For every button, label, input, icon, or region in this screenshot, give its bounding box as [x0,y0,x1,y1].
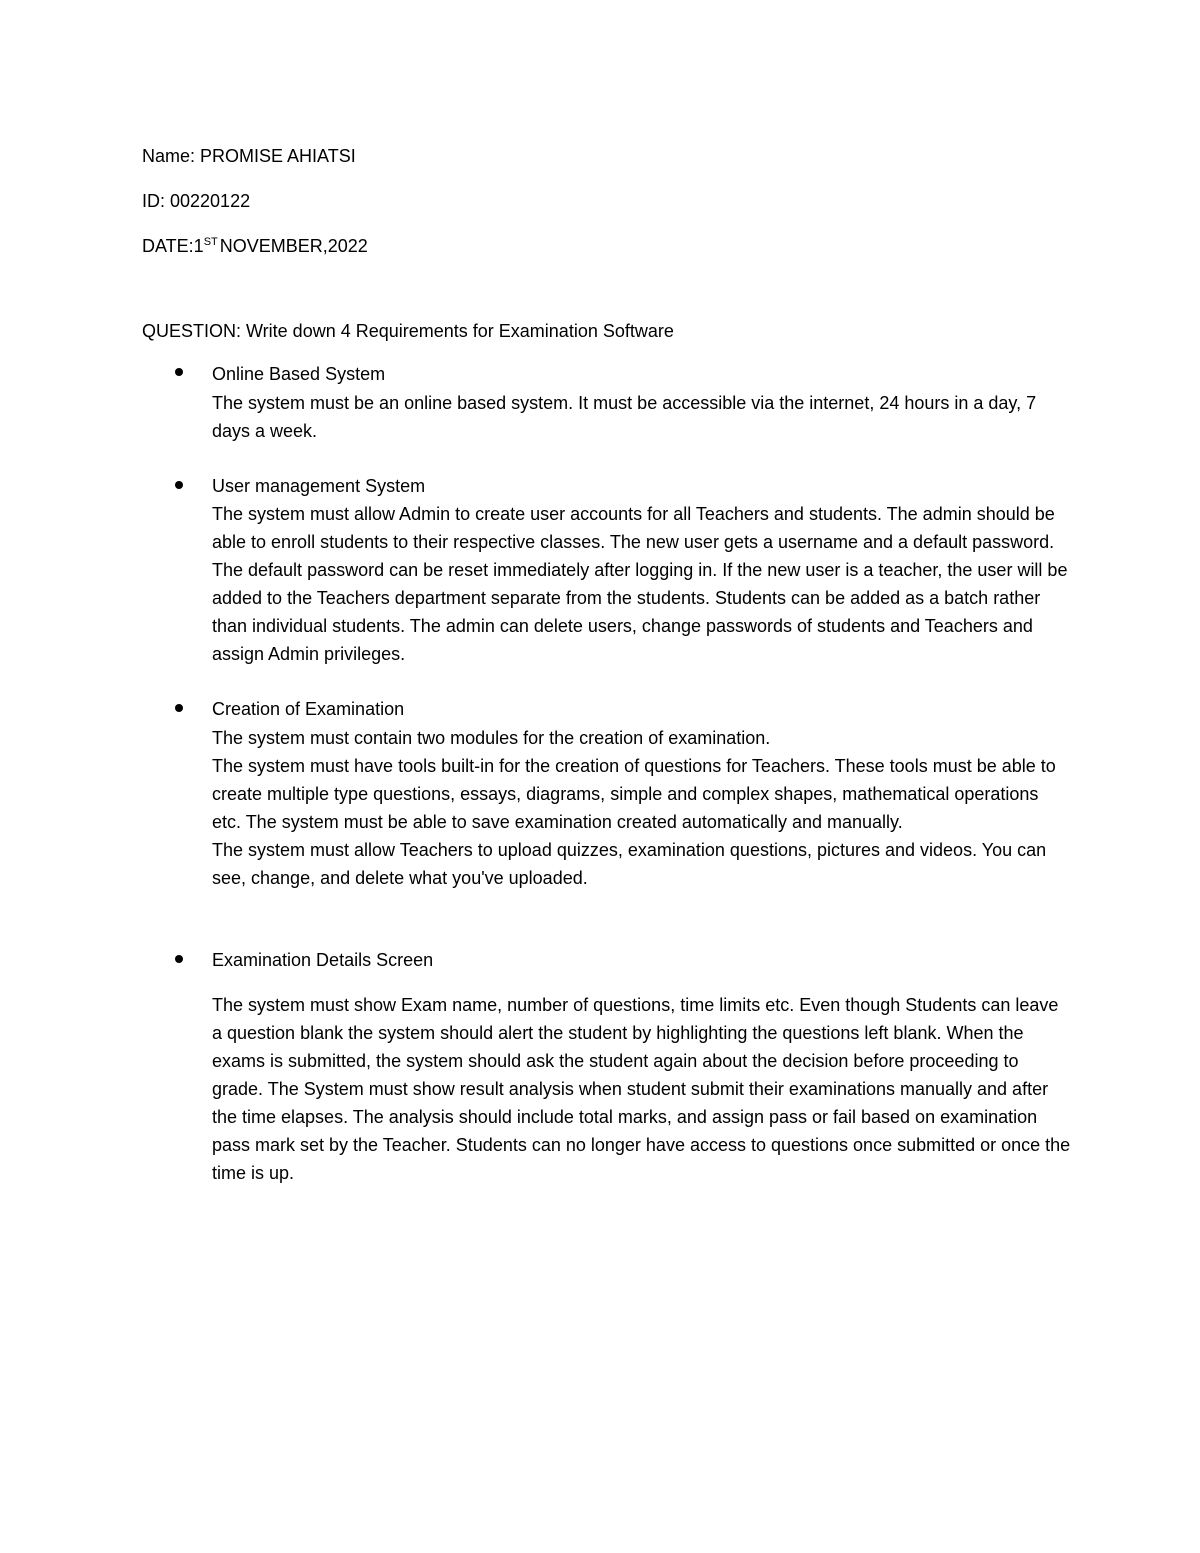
bullet-icon [175,481,183,489]
requirement-body-1 [212,389,1072,445]
requirement-title-2: User management System [212,476,426,496]
requirement-paragraph: The system must show Exam name, number of questions, time limits etc. Even though Students can leave a question blank the system should alert the student by highlighting the questions left blank. When the exams is submitted, the system should ask the student again about the decision before proceeding to grade. The System must show result analysis when student submit their examinations manually and after the time elapses. The analysis should include total marks, and assign pass or fail based on examination pass mark set by the Teacher. Students can no longer have access to questions once submitted or once the time is up. [212,995,1071,1183]
requirement-paragraph: The system must allow Admin to create user accounts for all Teachers and students. The admin should be able to enroll students to their respective classes. The new user gets a username and a default password. The default password can be reset immediately after logging in. If the new user is a teacher, the user will be added to the Teachers department separate from the students. Students can be added as a batch rather than individual students. The admin can delete users, change passwords of students and Teachers and assign Admin privileges. [212,504,1068,664]
requirement-body-3 [212,724,1072,892]
date-line [142,235,368,257]
requirement-title-1: Online Based System [212,364,386,384]
requirement-paragraph: The system must have tools built-in for the creation of questions for Teachers. These tools must be able to create multiple type questions, essays, diagrams, simple and complex shapes, mathematical operations etc. The system must be able to save examination created automatically and manually. [212,756,1056,832]
bullet-icon [175,368,183,376]
date-suffix: NOVEMBER,2022 [219,236,368,256]
bullet-icon [175,955,183,963]
bullet-icon [175,704,183,712]
date-superscript: ST [203,236,218,248]
date-prefix: DATE:1 [142,236,204,256]
requirement-title-3: Creation of Examination [212,699,405,719]
requirement-title-4: Examination Details Screen [212,950,434,970]
requirement-paragraph: The system must allow Teachers to upload quizzes, examination questions, pictures and videos. You can see, change, and delete what you've uploaded. [212,840,1047,888]
question-line: QUESTION: Write down 4 Requirements for Examination Software [142,321,674,341]
student-id: ID: 00220122 [142,191,251,211]
requirement-body-2 [212,500,1072,668]
requirement-paragraph: The system must contain two modules for the creation of examination. [212,728,771,748]
requirement-paragraph: The system must be an online based system. It must be accessible via the internet, 24 hours in a day, 7 days a week. [212,393,1037,441]
requirement-body-4 [212,991,1072,1187]
student-name: Name: PROMISE AHIATSI [142,146,356,166]
